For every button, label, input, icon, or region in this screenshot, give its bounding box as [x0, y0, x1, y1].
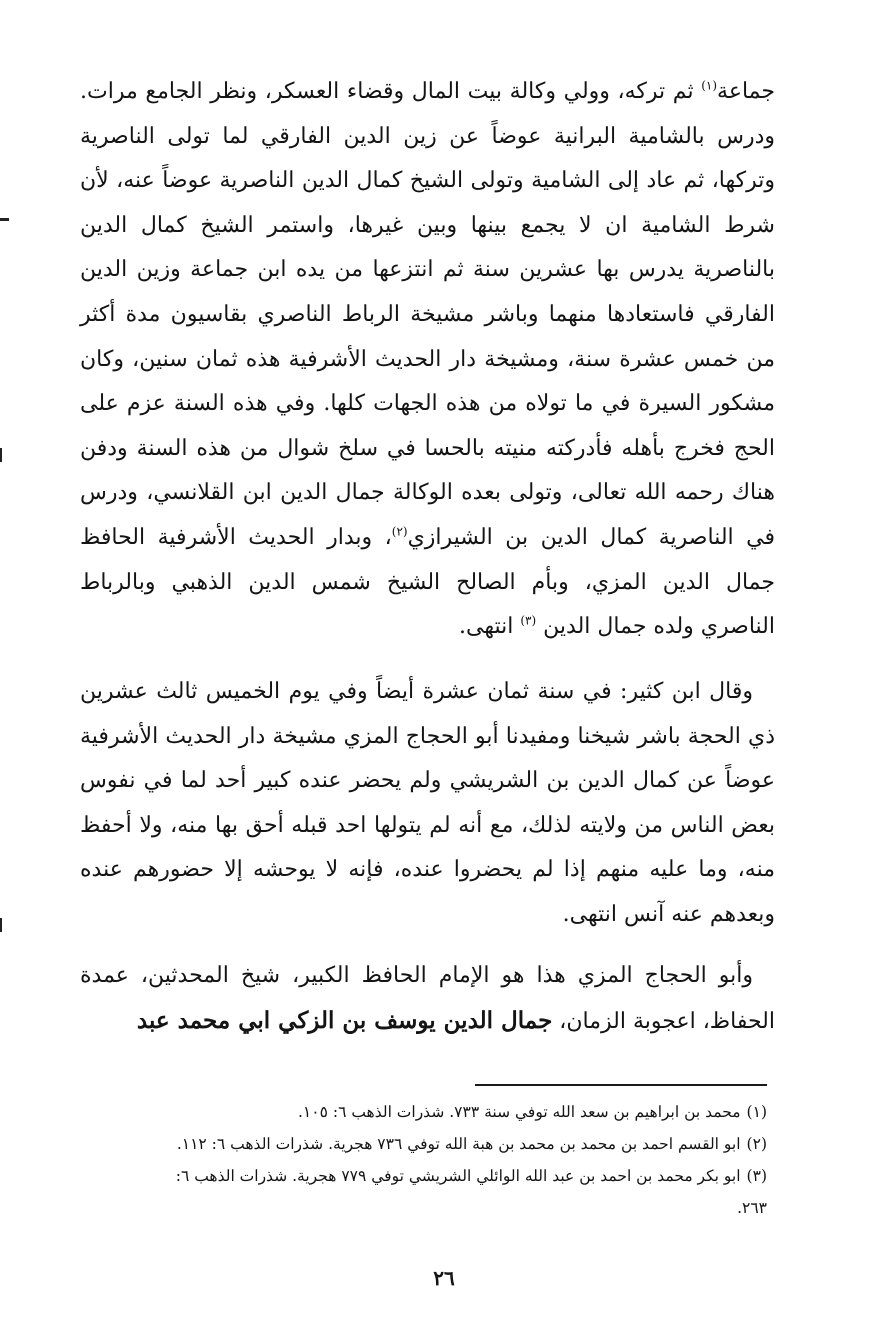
- scan-edge-mark: [0, 218, 9, 221]
- footnote-text: ابو بكر محمد بن احمد بن عبد الله الوائلي الشريشي توفي ٧٧٩ هجرية. شذرات الذهب ٦:: [175, 1167, 741, 1185]
- scan-edge-mark: [0, 448, 2, 462]
- footnote-ref-3: (٣): [520, 613, 537, 628]
- footnote-ref-1: (١): [701, 78, 718, 93]
- footnote-text: محمد بن ابراهيم بن سعد الله توفي سنة ٧٣٣. شذرات الذهب ٦: ١٠٥.: [297, 1103, 741, 1121]
- footnote-text: ابو القسم احمد بن محمد بن محمد بن هبة الله توفي ٧٣٦ هجرية. شذرات الذهب ٦: ١١٢.: [176, 1135, 741, 1153]
- scan-edge-mark: [0, 918, 2, 932]
- footnote-ref-2: (٢): [391, 524, 408, 539]
- footnote-continuation: [95, 1192, 767, 1224]
- footnote-number: (١): [746, 1103, 767, 1121]
- para2-text: وقال ابن كثير: في سنة ثمان عشرة أيضاً وفي يوم الخميس ثالث عشرين ذي الحجة باشر شيخنا ومفيدنا أبو الحجاج المزي مشيخة دار الحديث الأشرفية عوضاً عن كمال الدين بن الشريشي ولم يحضر عنده كبير أحد لما في نفوس بعض الناس من ولايته لذلك، مع أنه لم يتولها احد قبله أحق بها منه، ولا أحفظ منه، وما عليه منهم إذا لم يحضروا عنده، فإنه لا يوحشه إلا حضورهم عنده وبعدهم عنه آنس انتهى.: [80, 679, 775, 927]
- footnote-item: [95, 1160, 767, 1192]
- footnote-item: [95, 1096, 767, 1128]
- para3-text: وأبو الحجاج المزي هذا هو الإمام الحافظ الكبير، شيخ المحدثين، عمدة الحفاظ، اعجوبة الزمان،: [80, 963, 775, 1034]
- para1-text-b: ثم تركه، وولي وكالة بيت المال وقضاء العسكر، ونظر الجامع مرات. ودرس بالشامية البرانية عوضاً عن زين الدين الفارقي لما تولى الناصرية وتركها، ثم عاد إلى الشامية وتولى الشيخ كمال الدين الناصرية عوضاً عنه، لأن شرط الشامية ان لا يجمع بينها وبين غيرها، واستمر الشيخ كمال الدين بالناصرية يدرس بها عشرين سنة ثم انتزعها من يده ابن جماعة وزين الدين الفارقي فاستعادها منهما وباشر مشيخة الرباط الناصري بقاسيون مدة أكثر من خمس عشرة سنة، ومشيخة دار الحديث الأشرفية هذه ثمان سنين، وكان مشكور السيرة في ما تولاه من هذه الجهات كلها. وفي هذه السنة عزم على الحج فخرج بأهله فأدركته منيته بالحسا في سلخ شوال من هذه السنة ودفن هناك رحمه الله تعالى، وتولى بعده الوكالة جمال الدين ابن القلانسي، ودرس في الناصرية كمال الدين بن الشيرازي: [80, 79, 776, 550]
- main-paragraph: [80, 70, 775, 650]
- abu-hajjaj-paragraph: [80, 954, 775, 1044]
- ibn-kathir-quote-paragraph: [80, 670, 775, 938]
- footnote-number: (٣): [746, 1167, 767, 1185]
- footnote-item: [95, 1128, 767, 1160]
- para1-text-c: ، وبدار الحديث الأشرفية الحافظ جمال الدين المزي، وبأم الصالح الشيخ شمس الدين الذهبي وبالرباط الناصري ولده جمال الدين: [80, 524, 775, 640]
- para1-text-a: جماعة: [717, 79, 775, 104]
- footnote-separator: [475, 1084, 767, 1086]
- para1-text-d: انتهى.: [459, 614, 521, 640]
- footnotes-list: [95, 1096, 767, 1224]
- para3-bold-name: جمال الدين يوسف بن الزكي ابي محمد عبد: [136, 1006, 553, 1034]
- page-number: ٢٦: [433, 1266, 455, 1290]
- footnote-text: ٢٦٣.: [737, 1199, 767, 1217]
- footnote-number: (٢): [746, 1135, 767, 1153]
